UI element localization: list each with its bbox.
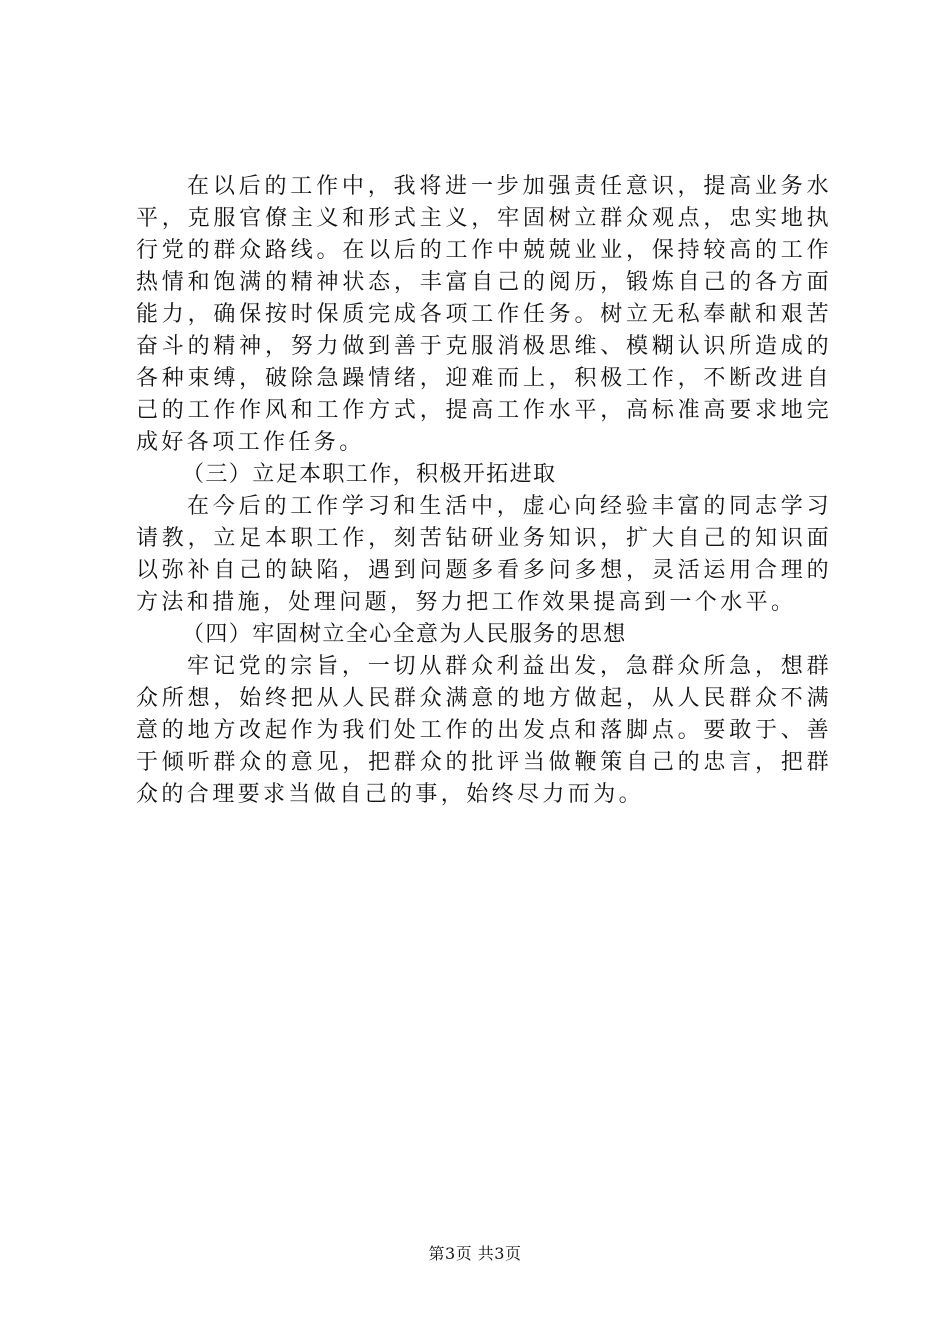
document-body	[136, 171, 832, 811]
section-heading-three: （三）立足本职工作，积极开拓进取	[182, 462, 557, 487]
paragraph-improve-work-attitude: 在以后的工作中，我将进一步加强责任意识，提高业务水平，克服官僚主义和形式主义，牢固树立群众观点，忠实地执行党的群众路线。在以后的工作中兢兢业业，保持较高的工作热情和饱满的精神状态，丰富自己的阅历，锻炼自己的各方面能力，确保按时保质完成各项工作任务。树立无私奉献和艰苦奋斗的精神，努力做到善于克服消极思维、模糊认识所造成的各种束缚，破除急躁情绪，迎难而上，积极工作，不断改进自己的工作作风和工作方式，提高工作水平，高标准高要求地完成好各项工作任务。	[136, 174, 832, 455]
paragraph-study-and-learn: 在今后的工作学习和生活中，虚心向经验丰富的同志学习请教，立足本职工作，刻苦钻研业务知识，扩大自己的知识面以弥补自己的缺陷，遇到问题多看多问多想，灵活运用合理的方法和措施，处理问题，努力把工作效果提高到一个水平。	[136, 494, 832, 615]
page-number-footer: 第3页 共3页	[428, 1244, 522, 1263]
section-heading-four: （四）牢固树立全心全意为人民服务的思想	[182, 622, 627, 647]
paragraph-serve-the-people: 牢记党的宗旨，一切从群众利益出发，急群众所急，想群众所想，始终把从人民群众满意的地方做起，从人民群众不满意的地方改起作为我们处工作的出发点和落脚点。要敢于、善于倾听群众的意见，把群众的批评当做鞭策自己的忠言，把群众的合理要求当做自己的事，始终尽力而为。	[136, 654, 832, 807]
